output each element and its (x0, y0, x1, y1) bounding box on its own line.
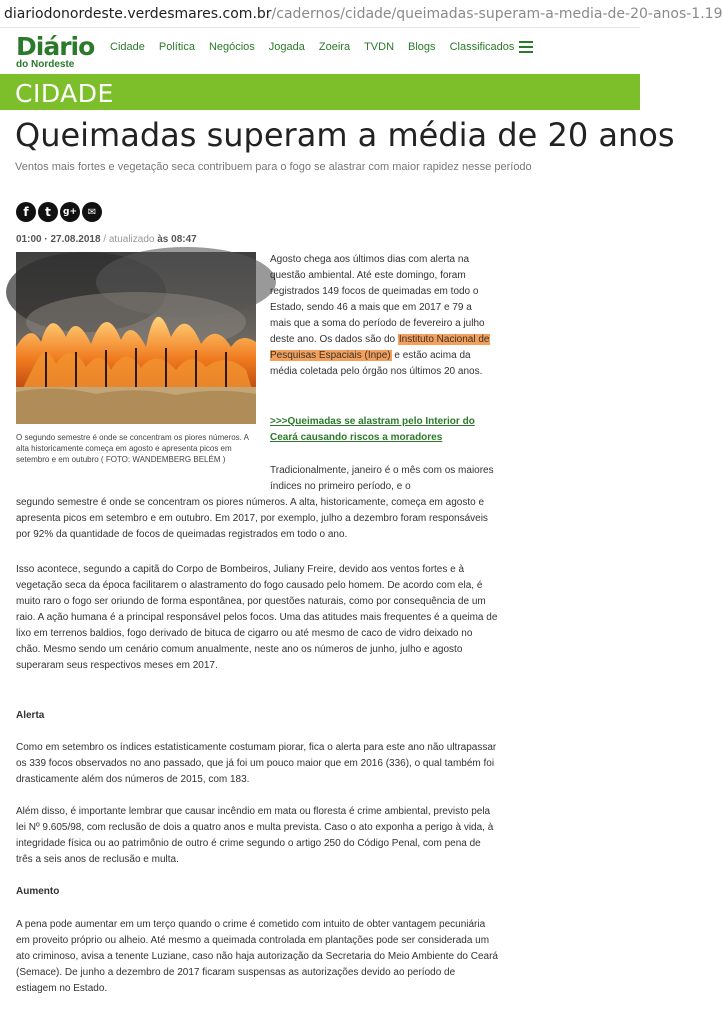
paragraph-5: Além disso, é importante lembrar que causar incêndio em mata ou floresta é crime ambiental, previsto pela lei Nº 9.605/98, com reclusão de dois a quatro anos e multa prevista. Caso o ato exponha a perigo à vida, à integridade física ou ao patrimônio de outro é crime segundo o artigo 250 do Código Penal, com pena de três a seis anos de reclusão e multa. (16, 806, 494, 865)
related-article-link[interactable]: >>>Queimadas se alastram pelo Interior do Ceará causando riscos a moradores (270, 416, 475, 443)
publish-time: 01:00 · 27.08.2018 (16, 234, 101, 245)
email-icon[interactable]: ✉ (82, 202, 102, 222)
nav-item-blogs[interactable]: Blogs (408, 41, 436, 53)
logo-sub: do Nordeste (16, 59, 75, 70)
article-subtitle: Ventos mais fortes e vegetação seca contribuem para o fogo se alastrar com maior rapidez nesse período (15, 161, 532, 173)
nav-item-classificados[interactable]: Classificados (449, 41, 515, 53)
main-nav (110, 41, 528, 53)
share-bar (16, 202, 102, 222)
section-banner (0, 74, 640, 110)
paragraph-1-text: Agosto chega aos últimos dias com alerta na questão ambiental. Até este domingo, foram registrados 149 focos de queimadas em todo o Estado, sendo 46 a mais que em 2017 e 79 a mais que a soma do período de fevereiro a julho deste ano. Os dados são do (270, 254, 485, 345)
twitter-icon[interactable]: t (38, 202, 58, 222)
paragraph-4: Como em setembro os índices estatisticamente costumam piorar, fica o alerta para este ano não ultrapassar os 339 focos observados no ano passado, que já foi um pouco maior que em 2016 (336), o qual também foi drasticamente além dos números de 2015, com 183. (16, 742, 497, 785)
highlighted-text: Instituto Nacional de Pesquisas Espaciais (Inpe) (270, 334, 490, 361)
nav-item-zoeira[interactable]: Zoeira (318, 41, 351, 53)
photo-caption: O segundo semestre é onde se concentram os piores números. A alta historicamente começa em agosto e apresenta picos em setembro e em outubro ( FOTO: WANDEMBERG BELÉM ) (16, 433, 249, 464)
updated-label: / atualizado (103, 234, 155, 245)
paragraph-2-continued: segundo semestre é onde se concentram os piores números. A alta, historicamente, começa em agosto e apresenta picos em setembro e em outubro. Em 2017, por exemplo, julho a dezembro foram responsáveis por 92% da quantidade de focos de queimadas registrados em todo o ano. (16, 497, 488, 540)
subhead-aumento: Aumento (16, 886, 60, 897)
subhead-alerta: Alerta (16, 710, 45, 721)
updated-time: às 08:47 (157, 234, 197, 245)
logo-main: Diário (16, 32, 95, 61)
article-meta (16, 234, 197, 245)
nav-item-negocios[interactable]: Negócios (208, 41, 255, 53)
nav-item-politica[interactable]: Política (158, 41, 195, 53)
site-header (0, 28, 640, 74)
paragraph-2-start: Tradicionalmente, janeiro é o mês com os maiores índices no primeiro período, e o (270, 465, 494, 492)
article-title: Queimadas superam a média de 20 anos (15, 116, 675, 154)
article-photo[interactable] (16, 252, 256, 424)
site-logo[interactable] (16, 34, 102, 70)
nav-item-cidade[interactable]: Cidade (110, 41, 145, 53)
paragraph-6: A pena pode aumentar em um terço quando o crime é cometido com intuito de obter vantagem pecuniária em proveito próprio ou alheio. Até mesmo a queimada controlada em plantações pode ser considerada um ato criminoso, avisa a tenente Luziane, caso não haja autorização da Secretaria do Meio Ambiente do Ceará (Semace). De junho a dezembro de 2017 ficaram suspensas as autorizações devido ao período de estiagem no Estado. (16, 919, 498, 994)
paragraph-3: Isso acontece, segundo a capitã do Corpo de Bombeiros, Juliany Freire, devido aos ventos fortes e à vegetação seca da época facilitarem o alastramento do fogo causado pelo homem. De acordo com ela, é muito raro o fogo ser oriundo de forma espontânea, por questões naturais, como por consequência de um raio. A ação humana é a principal responsável pelos focos. Uma das atitudes mais frequentes é a queima de lixo em terrenos baldios, fogo derivado de bituca de cigarro ou até mesmo de caco de vidro deixado no chão. Mesmo sendo um cenário comum anualmente, neste ano os números de junho, julho e agosto superaram seus respectivos meses em 2017. (16, 564, 498, 671)
paragraph-1 (270, 252, 494, 380)
url-host: diariodonordeste.verdesmares.com.br (4, 6, 272, 22)
nav-item-jogada[interactable]: Jogada (268, 41, 305, 53)
section-label[interactable]: CIDADE (15, 79, 114, 108)
paragraph-1-tail: e estão acima da média coletada pelo órgão nos últimos 20 anos. (270, 350, 483, 377)
google-plus-icon[interactable]: g+ (60, 202, 80, 222)
facebook-icon[interactable]: f (16, 202, 36, 222)
hamburger-menu-icon[interactable] (519, 41, 533, 53)
wildfire-photo-image (16, 252, 256, 424)
address-bar[interactable] (0, 0, 722, 28)
url-path: /cadernos/cidade/queimadas-superam-a-media-de-20-anos-1.19 (271, 6, 722, 22)
nav-item-tvdn[interactable]: TVDN (364, 41, 395, 53)
